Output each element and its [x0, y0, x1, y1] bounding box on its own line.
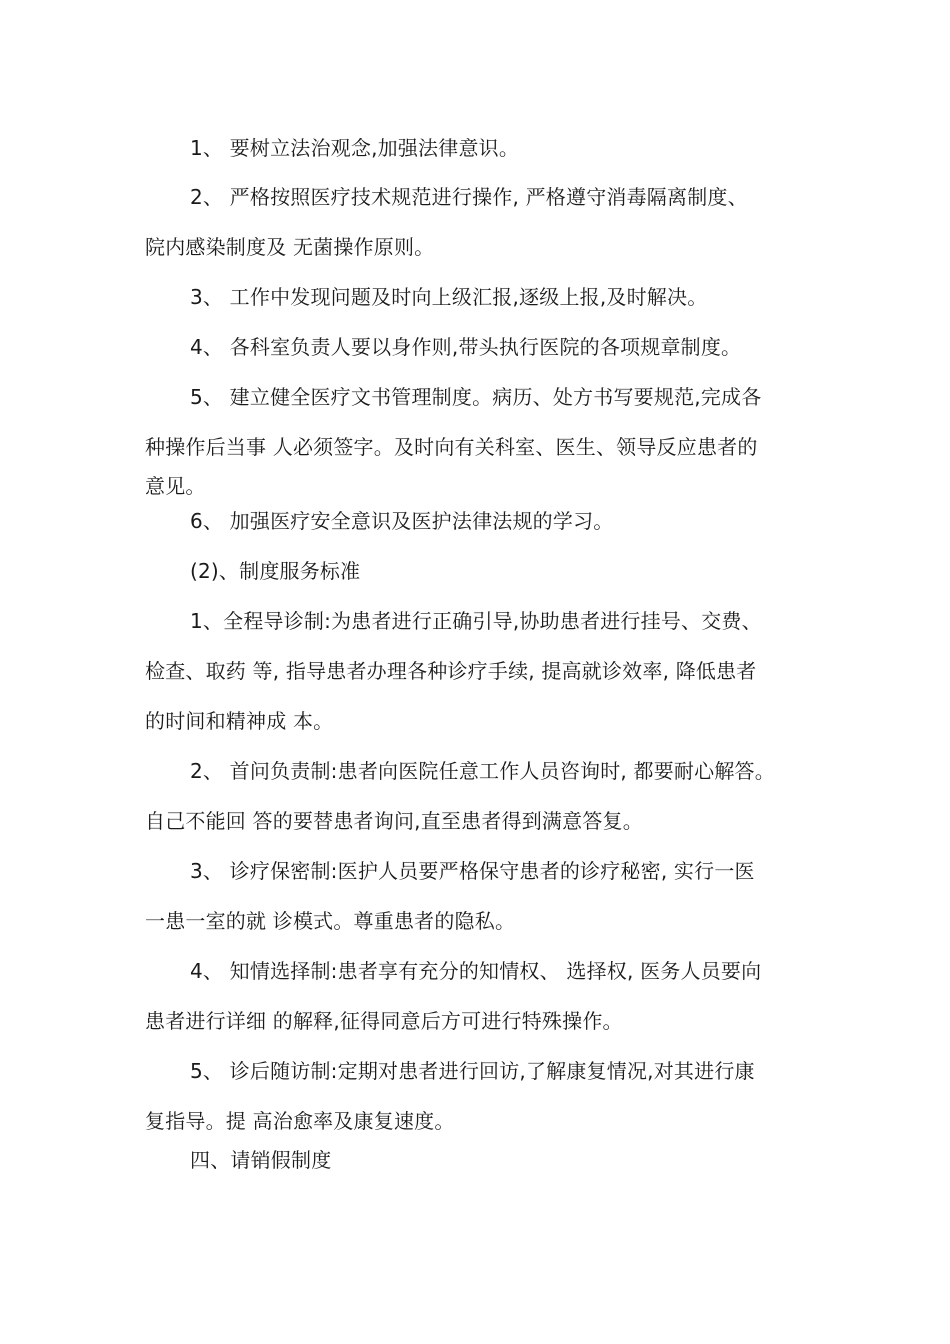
rule-2-line-1: 2、 严格按照医疗技术规范进行操作, 严格遵守消毒隔离制度、	[190, 185, 748, 209]
service-1-line-3: 的时间和精神成 本。	[145, 709, 334, 733]
service-5-line-1: 5、 诊后随访制:定期对患者进行回访,了解康复情况,对其进行康	[190, 1059, 755, 1083]
service-4-line-2: 患者进行详细 的解释,征得同意后方可进行特殊操作。	[145, 1009, 623, 1033]
rule-2-line-2: 院内感染制度及 无菌操作原则。	[145, 235, 435, 259]
rule-5-line-1: 5、 建立健全医疗文书管理制度。病历、处方书写要规范,完成各	[190, 385, 762, 409]
service-5-line-2: 复指导。提 高治愈率及康复速度。	[145, 1109, 455, 1133]
section-heading-leave-system: 四、请销假制度	[190, 1148, 332, 1172]
service-4-line-1: 4、 知情选择制:患者享有充分的知情权、 选择权, 医务人员要向	[190, 959, 762, 983]
rule-5-line-2: 种操作后当事 人必须签字。及时向有关科室、医生、领导反应患者的	[145, 435, 758, 459]
rule-3-line: 3、 工作中发现问题及时向上级汇报,逐级上报,及时解决。	[190, 285, 708, 309]
service-3-line-1: 3、 诊疗保密制:医护人员要严格保守患者的诊疗秘密, 实行一医	[190, 859, 755, 883]
rule-4-line: 4、 各科室负责人要以身作则,带头执行医院的各项规章制度。	[190, 335, 742, 359]
service-1-line-1: 1、全程导诊制:为患者进行正确引导,协助患者进行挂号、交费、	[190, 609, 762, 633]
service-2-line-2: 自己不能回 答的要替患者询问,直至患者得到满意答复。	[145, 809, 643, 833]
service-2-line-1: 2、 首问负责制:患者向医院任意工作人员咨询时, 都要耐心解答。	[190, 759, 775, 783]
service-1-line-2: 检查、取药 等, 指导患者办理各种诊疗手续, 提高就诊效率, 降低患者	[145, 659, 757, 683]
section-heading-service-standards: (2)、制度服务标准	[190, 559, 361, 583]
rule-5-line-3: 意见。	[145, 474, 206, 498]
service-3-line-2: 一患一室的就 诊模式。尊重患者的隐私。	[145, 909, 516, 933]
rule-6-line: 6、 加强医疗安全意识及医护法律法规的学习。	[190, 509, 614, 533]
rule-1-line: 1、 要树立法治观念,加强法律意识。	[190, 136, 520, 160]
